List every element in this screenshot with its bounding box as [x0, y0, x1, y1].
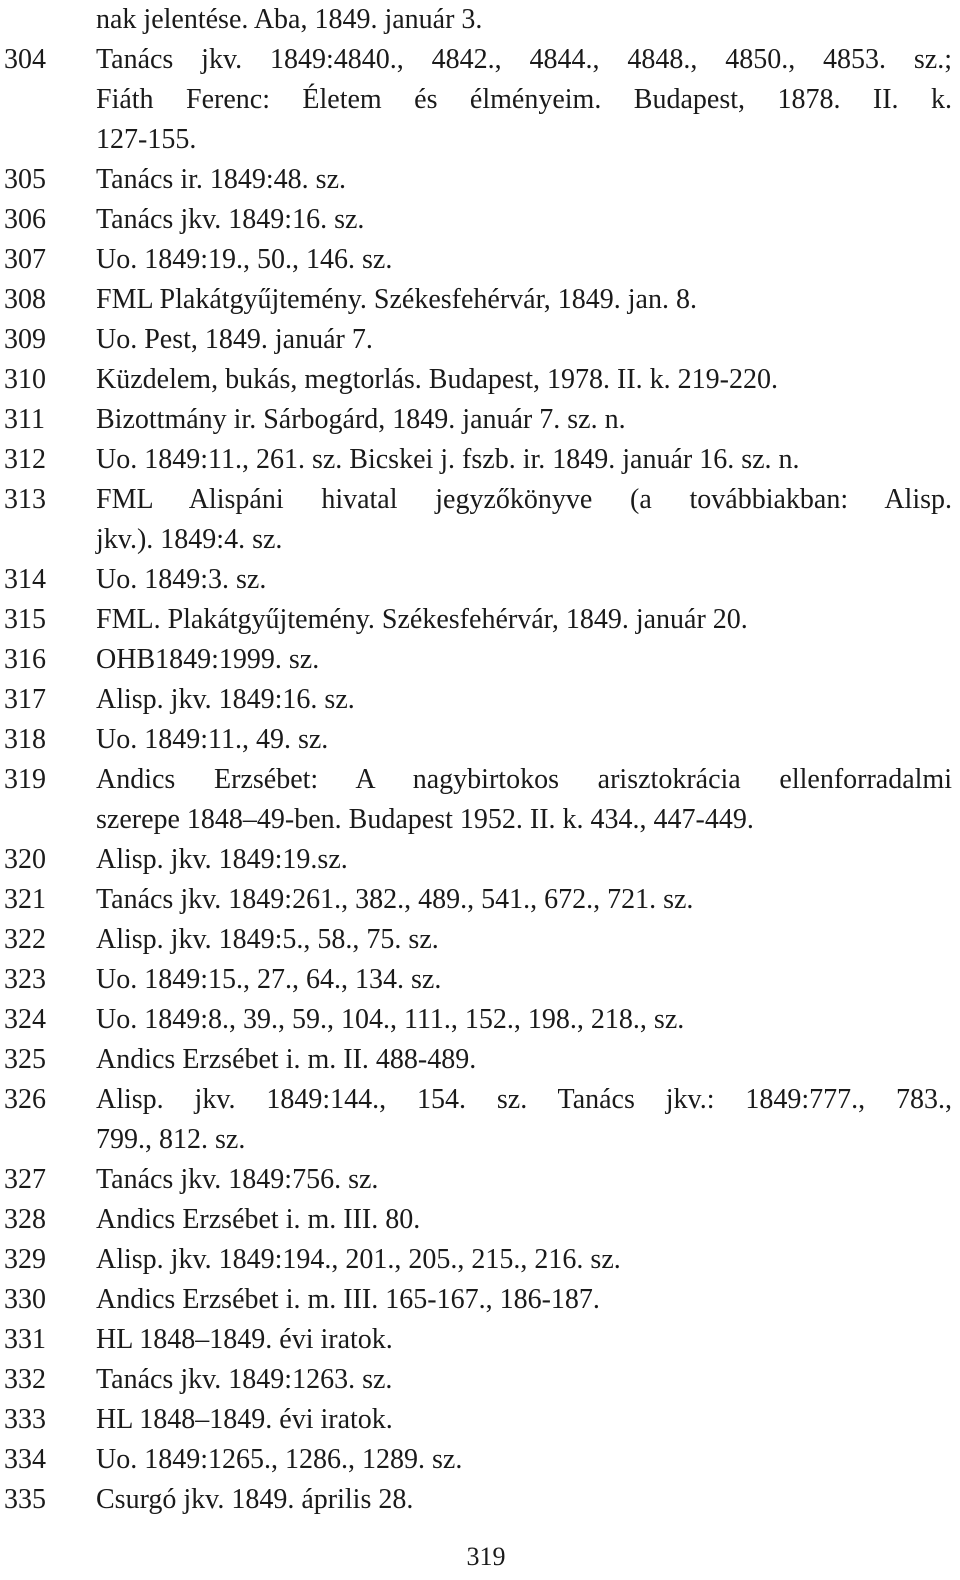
endnote-row	[0, 1080, 960, 1160]
note-line: Alisp. jkv. 1849:19.sz.	[96, 844, 348, 875]
note-line: Tanács jkv. 1849:756. sz.	[96, 1164, 379, 1195]
note-line: Tanács jkv. 1849:16. sz.	[96, 204, 365, 235]
note-text	[96, 200, 952, 240]
note-line: Andics Erzsébet: A nagybirtokos arisztokrácia ellenforradalmi	[96, 764, 952, 795]
endnote-row	[0, 840, 960, 880]
endnote-row	[0, 400, 960, 440]
note-number: 305	[4, 164, 46, 195]
endnote-row	[0, 40, 960, 160]
note-text	[96, 1400, 952, 1440]
note-text	[96, 1000, 952, 1040]
note-line: FML. Plakátgyűjtemény. Székesfehérvár, 1849. január 20.	[96, 604, 748, 635]
note-number: 321	[4, 884, 46, 915]
endnote-row	[0, 280, 960, 320]
endnote-row	[0, 1280, 960, 1320]
note-text	[96, 240, 952, 280]
note-number: 327	[4, 1164, 46, 1195]
note-number: 322	[4, 924, 46, 955]
note-text	[96, 1320, 952, 1360]
note-line: Bizottmány ir. Sárbogárd, 1849. január 7. sz. n.	[96, 404, 626, 435]
note-number: 324	[4, 1004, 46, 1035]
endnote-row	[0, 1400, 960, 1440]
note-number: 320	[4, 844, 46, 875]
note-text	[96, 440, 952, 480]
note-line: Uo. 1849:19., 50., 146. sz.	[96, 244, 393, 275]
endnote-row	[0, 960, 960, 1000]
note-number: 323	[4, 964, 46, 995]
note-line: Andics Erzsébet i. m. III. 165-167., 186-187.	[96, 1284, 600, 1315]
note-text	[96, 320, 952, 360]
endnote-row	[0, 1240, 960, 1280]
note-line: Uo. 1849:11., 49. sz.	[96, 724, 329, 755]
endnote-row	[0, 1000, 960, 1040]
endnote-row	[0, 240, 960, 280]
note-text	[96, 1200, 952, 1240]
note-number: 329	[4, 1244, 46, 1275]
note-text	[96, 40, 952, 160]
note-number: 310	[4, 364, 46, 395]
note-number: 316	[4, 644, 46, 675]
endnote-row	[0, 1480, 960, 1520]
endnote-row	[0, 720, 960, 760]
note-line: Uo. 1849:11., 261. sz. Bicskei j. fszb. ir. 1849. január 16. sz. n.	[96, 444, 800, 475]
note-text	[96, 1280, 952, 1320]
note-number: 311	[4, 404, 45, 435]
note-text	[96, 360, 952, 400]
note-number: 335	[4, 1484, 46, 1515]
note-line: OHB1849:1999. sz.	[96, 644, 320, 675]
note-line: Uo. 1849:15., 27., 64., 134. sz.	[96, 964, 442, 995]
note-text	[96, 1360, 952, 1400]
note-line: Alisp. jkv. 1849:16. sz.	[96, 684, 355, 715]
endnote-row	[0, 1440, 960, 1480]
note-number: 309	[4, 324, 46, 355]
note-number: 312	[4, 444, 46, 475]
endnote-row	[0, 560, 960, 600]
endnote-row	[0, 200, 960, 240]
note-text	[96, 880, 952, 920]
note-line: jkv.). 1849:4. sz.	[96, 524, 283, 555]
note-line: Csurgó jkv. 1849. április 28.	[96, 1484, 414, 1515]
note-text	[96, 560, 952, 600]
note-number: 334	[4, 1444, 46, 1475]
endnote-row	[0, 880, 960, 920]
note-line: Tanács jkv. 1849:1263. sz.	[96, 1364, 393, 1395]
endnote-row	[0, 600, 960, 640]
note-text	[96, 1080, 952, 1160]
endnote-row	[0, 1040, 960, 1080]
note-line: Andics Erzsébet i. m. II. 488-489.	[96, 1044, 477, 1075]
note-line: Tanács jkv. 1849:261., 382., 489., 541., 672., 721. sz.	[96, 884, 694, 915]
note-text	[96, 1480, 952, 1520]
note-text	[96, 960, 952, 1000]
note-number: 307	[4, 244, 46, 275]
endnote-row	[0, 480, 960, 560]
note-text	[96, 1240, 952, 1280]
note-text	[96, 680, 952, 720]
note-line: Alisp. jkv. 1849:5., 58., 75. sz.	[96, 924, 439, 955]
note-number: 333	[4, 1404, 46, 1435]
endnote-row	[0, 680, 960, 720]
note-number: 331	[4, 1324, 46, 1355]
page-number: 319	[466, 1542, 506, 1571]
note-line: Andics Erzsébet i. m. III. 80.	[96, 1204, 421, 1235]
endnote-row	[0, 760, 960, 840]
note-text	[96, 640, 952, 680]
note-number: 318	[4, 724, 46, 755]
note-number: 304	[4, 44, 46, 75]
note-text	[96, 1440, 952, 1480]
endnote-row	[0, 920, 960, 960]
note-text	[96, 720, 952, 760]
endnote-row	[0, 1200, 960, 1240]
note-line: Uo. 1849:8., 39., 59., 104., 111., 152., 198., 218., sz.	[96, 1004, 685, 1035]
endnote-row	[0, 360, 960, 400]
note-line: FML Alispáni hivatal jegyzőkönyve (a továbbiakban: Alisp.	[96, 484, 952, 515]
note-number: 325	[4, 1044, 46, 1075]
endnote-row	[0, 440, 960, 480]
note-line: Uo. 1849:3. sz.	[96, 564, 267, 595]
note-text	[96, 400, 952, 440]
note-line: Tanács jkv. 1849:4840., 4842., 4844., 4848., 4850., 4853. sz.;	[96, 44, 952, 75]
note-line: Küzdelem, bukás, megtorlás. Budapest, 1978. II. k. 219-220.	[96, 364, 778, 395]
note-line: Alisp. jkv. 1849:144., 154. sz. Tanács jkv.: 1849:777., 783.,	[96, 1084, 952, 1115]
endnote-row	[0, 1360, 960, 1400]
note-number: 314	[4, 564, 46, 595]
note-number: 319	[4, 764, 46, 795]
note-line: Fiáth Ferenc: Életem és élményeim. Budapest, 1878. II. k.	[96, 84, 952, 115]
note-text	[96, 280, 952, 320]
endnote-row	[0, 640, 960, 680]
note-number: 330	[4, 1284, 46, 1315]
note-text	[96, 0, 952, 40]
note-number: 308	[4, 284, 46, 315]
note-line: Tanács ir. 1849:48. sz.	[96, 164, 346, 195]
note-number: 313	[4, 484, 46, 515]
note-number: 328	[4, 1204, 46, 1235]
note-line: Uo. Pest, 1849. január 7.	[96, 324, 373, 355]
note-text	[96, 840, 952, 880]
note-number: 332	[4, 1364, 46, 1395]
note-number: 317	[4, 684, 46, 715]
continuation-row	[0, 0, 960, 40]
endnote-row	[0, 320, 960, 360]
note-text	[96, 480, 952, 560]
endnote-row	[0, 1320, 960, 1360]
note-line: Alisp. jkv. 1849:194., 201., 205., 215., 216. sz.	[96, 1244, 621, 1275]
endnote-row	[0, 1160, 960, 1200]
note-text	[96, 600, 952, 640]
note-text	[96, 160, 952, 200]
note-number: 326	[4, 1084, 46, 1115]
note-number: 306	[4, 204, 46, 235]
note-line: nak jelentése. Aba, 1849. január 3.	[96, 4, 483, 35]
note-line: FML Plakátgyűjtemény. Székesfehérvár, 1849. jan. 8.	[96, 284, 697, 315]
note-line: HL 1848–1849. évi iratok.	[96, 1404, 393, 1435]
note-text	[96, 1160, 952, 1200]
note-text	[96, 1040, 952, 1080]
note-number: 315	[4, 604, 46, 635]
note-line: Uo. 1849:1265., 1286., 1289. sz.	[96, 1444, 463, 1475]
note-line: 799., 812. sz.	[96, 1124, 246, 1155]
note-text	[96, 760, 952, 840]
note-text	[96, 920, 952, 960]
endnote-row	[0, 160, 960, 200]
note-line: 127-155.	[96, 124, 197, 155]
note-line: HL 1848–1849. évi iratok.	[96, 1324, 393, 1355]
note-line: szerepe 1848–49-ben. Budapest 1952. II. k. 434., 447-449.	[96, 804, 754, 835]
